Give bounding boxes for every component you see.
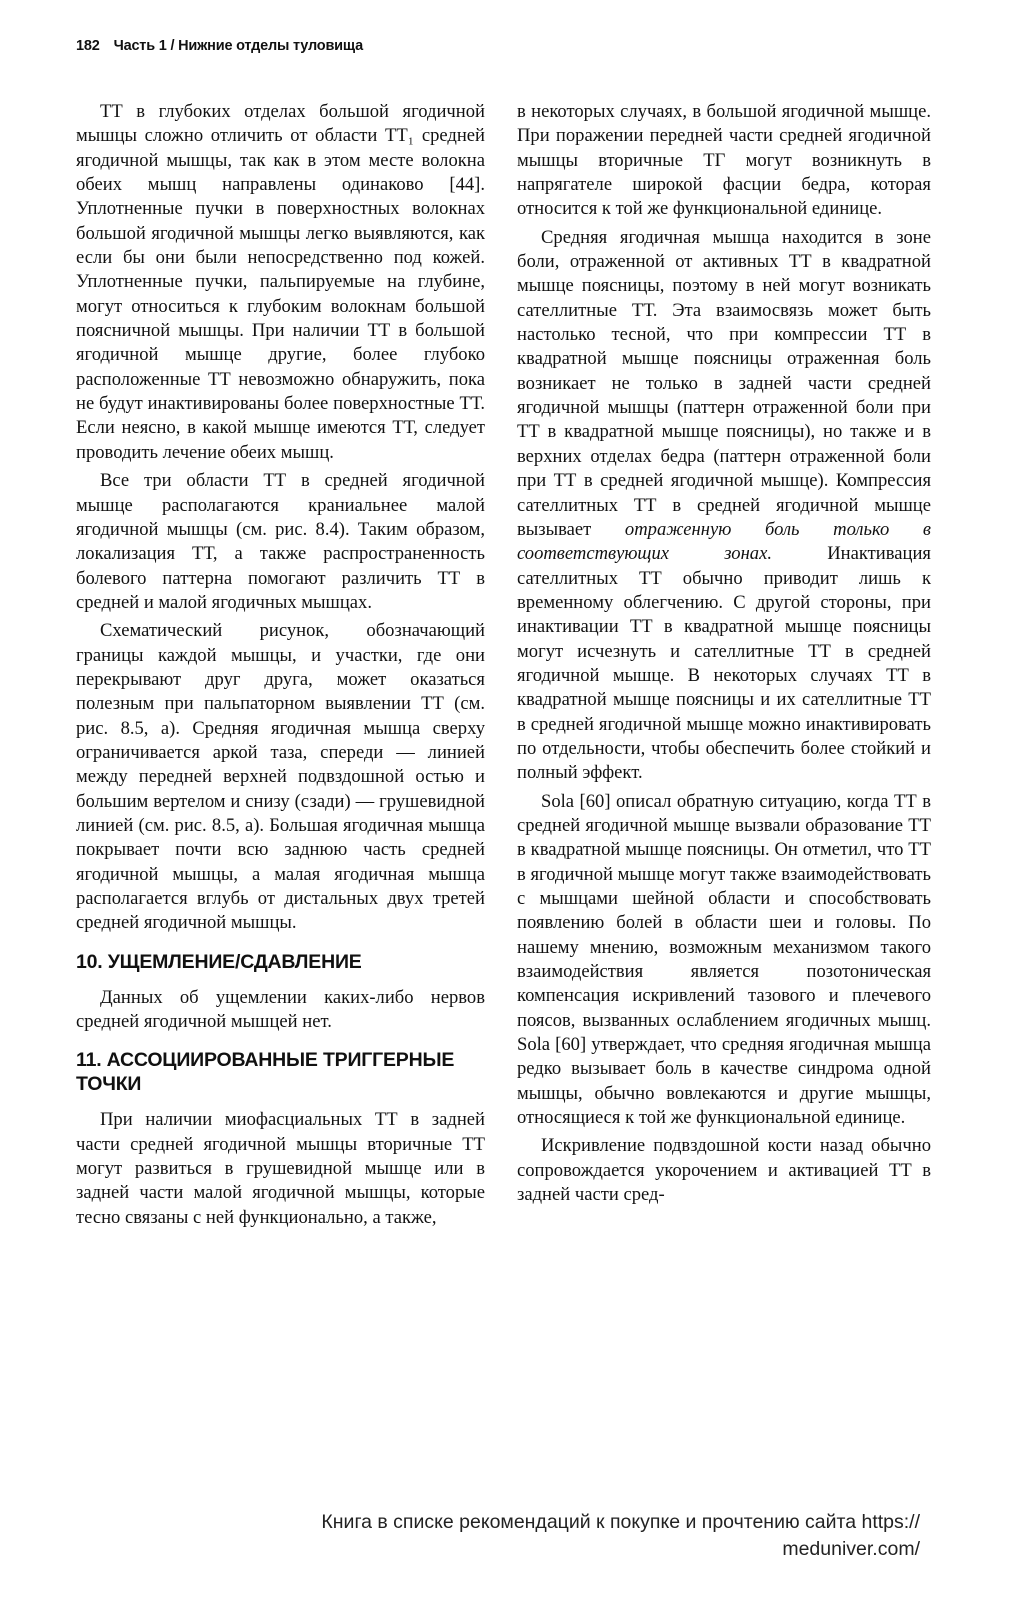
paragraph: Схематический рисунок, обозначающий границы каждой мышцы, и участки, где они перекрывают друг друга, может оказаться полезным при пальпаторном выявлении ТТ (см. рис. 8.5, а). Средняя ягодичная мышца сверху ограничивается аркой таза, спереди — линией между передней верхней подвздошной остью и большим вертелом и снизу (сзади) — грушевидной линией (см. рис. 8.5, а). Большая ягодичная мышца покрывает почти всю заднюю часть средней ягодичной мышцы, а малая ягодичная мышца располагается вглубь от дистальных двух третей средней ягодичной мышцы. bbox=[76, 620, 485, 934]
footer-line: Книга в списке рекомендаций к покупке и прочтению сайта https:// bbox=[321, 1511, 920, 1533]
section-heading-10: 10. УЩЕМЛЕНИЕ/СДАВЛЕНИЕ bbox=[76, 950, 362, 973]
paragraph: Все три области ТТ в средней ягодичной мышце располагаются краниальнее малой ягодичной мышцы (см. рис. 8.4). Таким образом, локализация ТТ, а также распространенность болевого паттерна помогают различить ТТ в средней и малой ягодичных мышцах. bbox=[76, 470, 485, 613]
paragraph: При наличии миофасциальных ТТ в задней части средней ягодичной мышцы вторичные ТТ могут развиться в грушевидной мышце или в задней части малой ягодичной мышцы, которые тесно связаны с ней функционально, а также, bbox=[76, 1109, 485, 1228]
page-header bbox=[76, 38, 363, 54]
paragraph: Sola [60] описал обратную ситуацию, когда ТТ в средней ягодичной мышце вызвали образование ТТ в квадратной мышце поясницы. Он отметил, что ТТ в ягодичной мышце могут также взаимодействовать с мышцами шейной области и способствовать появлению болей в области шеи и головы. По нашему мнению, возможным механизмом такого взаимодействия является позотоническая компенсация искривлений тазового и плечевого поясов, вызванных ослаблением ягодичных мышц. Sola [60] утверждает, что средняя ягодичная мышца редко вызывает боль в качестве синдрома одной мышцы, обычно вовлекаются и другие мышцы, относящиеся к той же функциональной единице. bbox=[517, 790, 931, 1129]
paragraph bbox=[517, 226, 931, 786]
left-column bbox=[76, 100, 485, 1234]
footer-link[interactable]: meduniver.com/ bbox=[782, 1538, 920, 1560]
paragraph-text: Средняя ягодичная мышца находится в зоне боли, отраженной от активных ТТ в квадратной мышце поясницы, поэтому в ней могут возникать сателлитные ТТ. Эта взаимосвязь может быть настолько тесной, что при компрессии ТТ в квадратной мышце поясницы отраженная боль возникает не только в задней части средней ягодичной мышцы (паттерн отраженной боли при ТТ в квадратной мышце поясницы), но также и в верхних отделах бедра (паттерн отраженной боли при ТТ в средней ягодичной мышце). Компрессия сателлитных ТТ в средней ягодичной мышце вызывает bbox=[517, 226, 931, 540]
paragraph: в некоторых случаях, в большой ягодичной мышце. При поражении передней части средней ягодичной мышцы вторичные ТГ могут возникнуть в напрягателе широкой фасции бедра, которая относится к той же функциональной единице. bbox=[517, 101, 931, 220]
paragraph-text: Инактивация сателлитных ТТ обычно приводит лишь к временному облегчению. С другой стороны, при инактивации ТТ в квадратной мышце поясницы могут исчезнуть и сателлитные ТТ в средней ягодичной мышце. В некоторых случаях ТТ в квадратной мышце поясницы и их сателлитные ТТ в средней ягодичной мышце можно инактивировать по отдельности, чтобы обеспечить более стойкий и полный эффект. bbox=[517, 543, 931, 784]
section-heading-11: 11. АССОЦИИРОВАННЫЕ ТРИГГЕРНЫЕ ТОЧКИ bbox=[76, 1049, 455, 1096]
page-number: 182 bbox=[76, 38, 100, 54]
paragraph: Данных об ущемлении каких-либо нервов средней ягодичной мышцей нет. bbox=[76, 986, 485, 1033]
footer-watermark bbox=[150, 1509, 920, 1563]
right-column bbox=[517, 100, 931, 1211]
paragraph: ТТ в глубоких отделах большой ягодичной мышцы сложно отличить от области ТТ₁ средней ягодичной мышцы, так как в этом месте волокна обеих мышц направлены одинаково [44]. Уплотненные пучки в поверхностных волокнах большой ягодичной мышцы легко выявляются, как если бы они были непосредственно под кожей. Уплотненные пучки, пальпируемые на глубине, могут относиться к глубоким волокнам большой поясничной мышцы. При наличии ТТ в большой ягодичной мышце другие, более глубоко расположенные ТТ невозможно обнаружить, пока не будут инактивированы более поверхностные ТТ. Если неясно, в какой мышце имеются ТТ, следует проводить лечение обеих мышц. bbox=[76, 101, 485, 463]
paragraph: Искривление подвздошной кости назад обычно сопровождается укорочением и активацией ТТ в задней части сред- bbox=[517, 1135, 931, 1206]
emphasized-text: отраженную боль только в соответствующих зонах. bbox=[517, 518, 931, 565]
running-title: Часть 1 / Нижние отделы туловища bbox=[113, 38, 363, 54]
